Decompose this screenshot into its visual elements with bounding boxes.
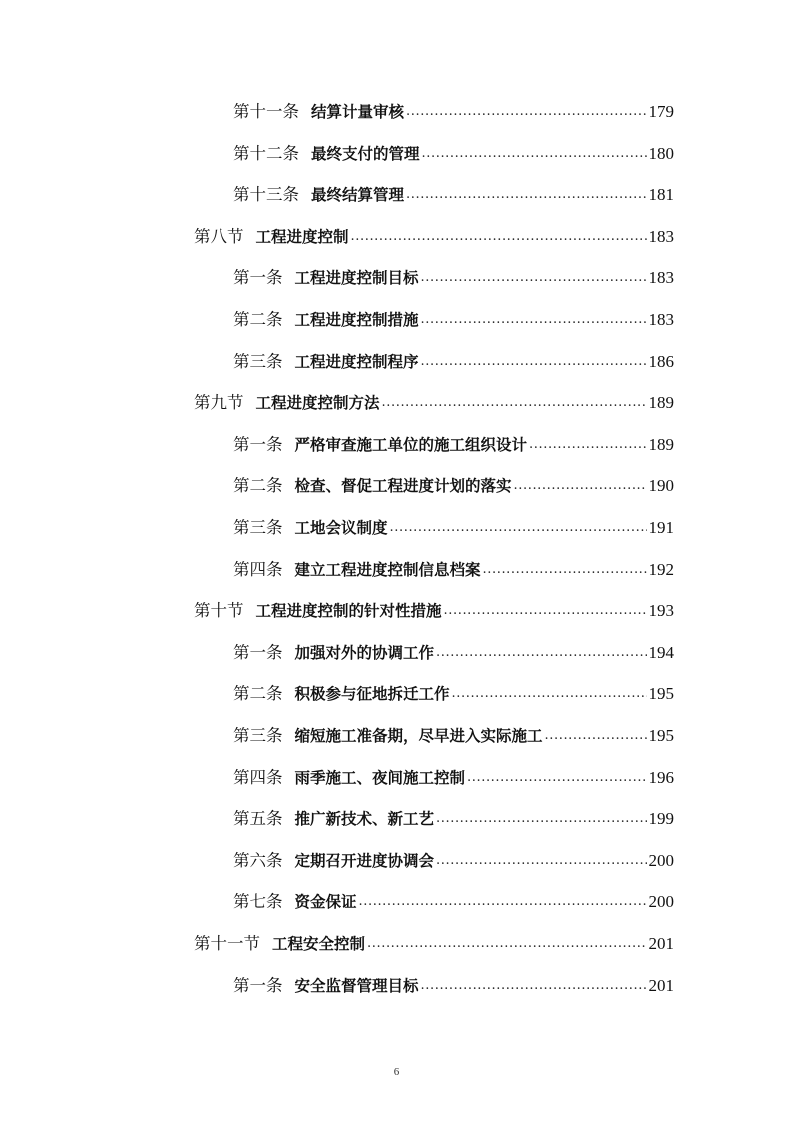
toc-section-title: 工程安全控制 <box>272 934 366 953</box>
toc-entry-page: 189 <box>648 434 674 454</box>
toc-entry-title: 最终结算管理 <box>311 186 405 205</box>
toc-entry[interactable] <box>0 964 793 1006</box>
toc-entry[interactable] <box>0 424 793 466</box>
toc-entry[interactable] <box>0 715 793 757</box>
toc-entry-number: 第六条 <box>233 850 283 870</box>
toc-entry-page: 195 <box>648 684 674 704</box>
toc-entry-title: 工程进度控制措施 <box>294 311 419 330</box>
toc-entry[interactable] <box>0 133 793 175</box>
dot-leader <box>483 563 647 576</box>
dot-leader <box>351 230 647 243</box>
toc-section-number: 第十一节 <box>194 933 260 953</box>
dot-leader <box>359 895 647 908</box>
toc-entry-number: 第五条 <box>233 809 283 829</box>
table-of-contents <box>0 91 793 1006</box>
toc-entry-number: 第二条 <box>233 684 283 704</box>
dot-leader <box>422 147 647 160</box>
toc-entry-page: 196 <box>648 767 674 787</box>
toc-entry-number: 第三条 <box>233 351 283 371</box>
toc-entry-title: 最终支付的管理 <box>311 144 420 163</box>
toc-entry[interactable] <box>0 91 793 133</box>
toc-entry-page: 183 <box>648 268 674 288</box>
toc-section-title: 工程进度控制方法 <box>255 394 380 413</box>
dot-leader <box>444 604 647 617</box>
toc-entry-page: 201 <box>648 975 674 995</box>
toc-entry-number: 第三条 <box>233 725 283 745</box>
toc-section-number: 第十节 <box>194 601 244 621</box>
toc-section-number: 第九节 <box>194 393 244 413</box>
toc-section-page: 193 <box>648 601 674 621</box>
toc-section-page: 201 <box>648 933 674 953</box>
toc-entry-title: 工程进度控制目标 <box>294 269 419 288</box>
toc-entry-number: 第七条 <box>233 892 283 912</box>
toc-entry[interactable] <box>0 840 793 882</box>
dot-leader <box>367 937 646 950</box>
dot-leader <box>467 771 646 784</box>
toc-entry-title: 工程进度控制程序 <box>294 352 419 371</box>
toc-entry[interactable] <box>0 881 793 923</box>
toc-section[interactable] <box>0 590 793 632</box>
toc-entry-number: 第三条 <box>233 517 283 537</box>
toc-entry-page: 183 <box>648 310 674 330</box>
toc-entry[interactable] <box>0 507 793 549</box>
dot-leader <box>452 687 647 700</box>
toc-entry[interactable] <box>0 174 793 216</box>
toc-entry-page: 200 <box>648 892 674 912</box>
toc-entry-title: 推广新技术、新工艺 <box>294 810 435 829</box>
toc-entry-title: 资金保证 <box>294 893 357 912</box>
toc-entry[interactable] <box>0 341 793 383</box>
toc-entry-number: 第一条 <box>233 268 283 288</box>
toc-section-title: 工程进度控制的针对性措施 <box>255 602 442 621</box>
toc-entry[interactable] <box>0 299 793 341</box>
toc-entry-title: 缩短施工准备期，尽早进入实际施工 <box>294 726 543 745</box>
toc-entry-title: 建立工程进度控制信息档案 <box>294 560 481 579</box>
page-number: 6 <box>393 1066 400 1078</box>
toc-entry-title: 工地会议制度 <box>294 518 388 537</box>
toc-entry-title: 加强对外的协调工作 <box>294 643 435 662</box>
toc-entry-page: 191 <box>648 517 674 537</box>
toc-entry-number: 第十二条 <box>233 143 299 163</box>
dot-leader <box>406 188 646 201</box>
toc-entry[interactable] <box>0 257 793 299</box>
dot-leader <box>529 438 646 451</box>
toc-entry-title: 雨季施工、夜间施工控制 <box>294 768 466 787</box>
dot-leader <box>421 355 647 368</box>
toc-entry-page: 192 <box>648 559 674 579</box>
toc-entry-title: 严格审查施工单位的施工组织设计 <box>294 435 528 454</box>
toc-entry-number: 第一条 <box>233 434 283 454</box>
dot-leader <box>514 479 647 492</box>
toc-entry-page: 181 <box>648 185 674 205</box>
toc-entry-number: 第一条 <box>233 975 283 995</box>
dot-leader <box>421 271 647 284</box>
toc-entry-page: 190 <box>648 476 674 496</box>
toc-entry-number: 第二条 <box>233 476 283 496</box>
toc-entry-title: 定期召开进度协调会 <box>294 851 435 870</box>
dot-leader <box>421 979 647 992</box>
toc-entry-page: 200 <box>648 850 674 870</box>
dot-leader <box>421 313 647 326</box>
toc-entry[interactable] <box>0 465 793 507</box>
dot-leader <box>545 729 647 742</box>
toc-section-title: 工程进度控制 <box>255 227 349 246</box>
toc-entry-page: 199 <box>648 809 674 829</box>
toc-entry-page: 186 <box>648 351 674 371</box>
toc-entry-number: 第四条 <box>233 559 283 579</box>
dot-leader <box>436 646 646 659</box>
dot-leader <box>382 396 647 409</box>
toc-entry[interactable] <box>0 632 793 674</box>
dot-leader <box>436 812 646 825</box>
toc-entry-number: 第四条 <box>233 767 283 787</box>
toc-section[interactable] <box>0 216 793 258</box>
toc-entry-number: 第一条 <box>233 642 283 662</box>
dot-leader <box>406 105 646 118</box>
toc-entry[interactable] <box>0 673 793 715</box>
toc-entry-page: 179 <box>648 102 674 122</box>
toc-entry-page: 180 <box>648 143 674 163</box>
toc-entry-title: 检查、督促工程进度计划的落实 <box>294 477 512 496</box>
dot-leader <box>436 854 646 867</box>
toc-entry[interactable] <box>0 549 793 591</box>
toc-section-page: 189 <box>648 393 674 413</box>
dot-leader <box>390 521 647 534</box>
toc-entry[interactable] <box>0 798 793 840</box>
toc-section[interactable] <box>0 382 793 424</box>
toc-section-page: 183 <box>648 226 674 246</box>
toc-entry-page: 195 <box>648 725 674 745</box>
toc-entry-title: 结算计量审核 <box>311 103 405 122</box>
toc-section[interactable] <box>0 923 793 965</box>
toc-entry-page: 194 <box>648 642 674 662</box>
toc-section-number: 第八节 <box>194 226 244 246</box>
toc-entry-title: 积极参与征地拆迁工作 <box>294 685 450 704</box>
toc-entry[interactable] <box>0 757 793 799</box>
toc-entry-number: 第二条 <box>233 310 283 330</box>
toc-entry-title: 安全监督管理目标 <box>294 976 419 995</box>
toc-entry-number: 第十一条 <box>233 102 299 122</box>
toc-entry-number: 第十三条 <box>233 185 299 205</box>
